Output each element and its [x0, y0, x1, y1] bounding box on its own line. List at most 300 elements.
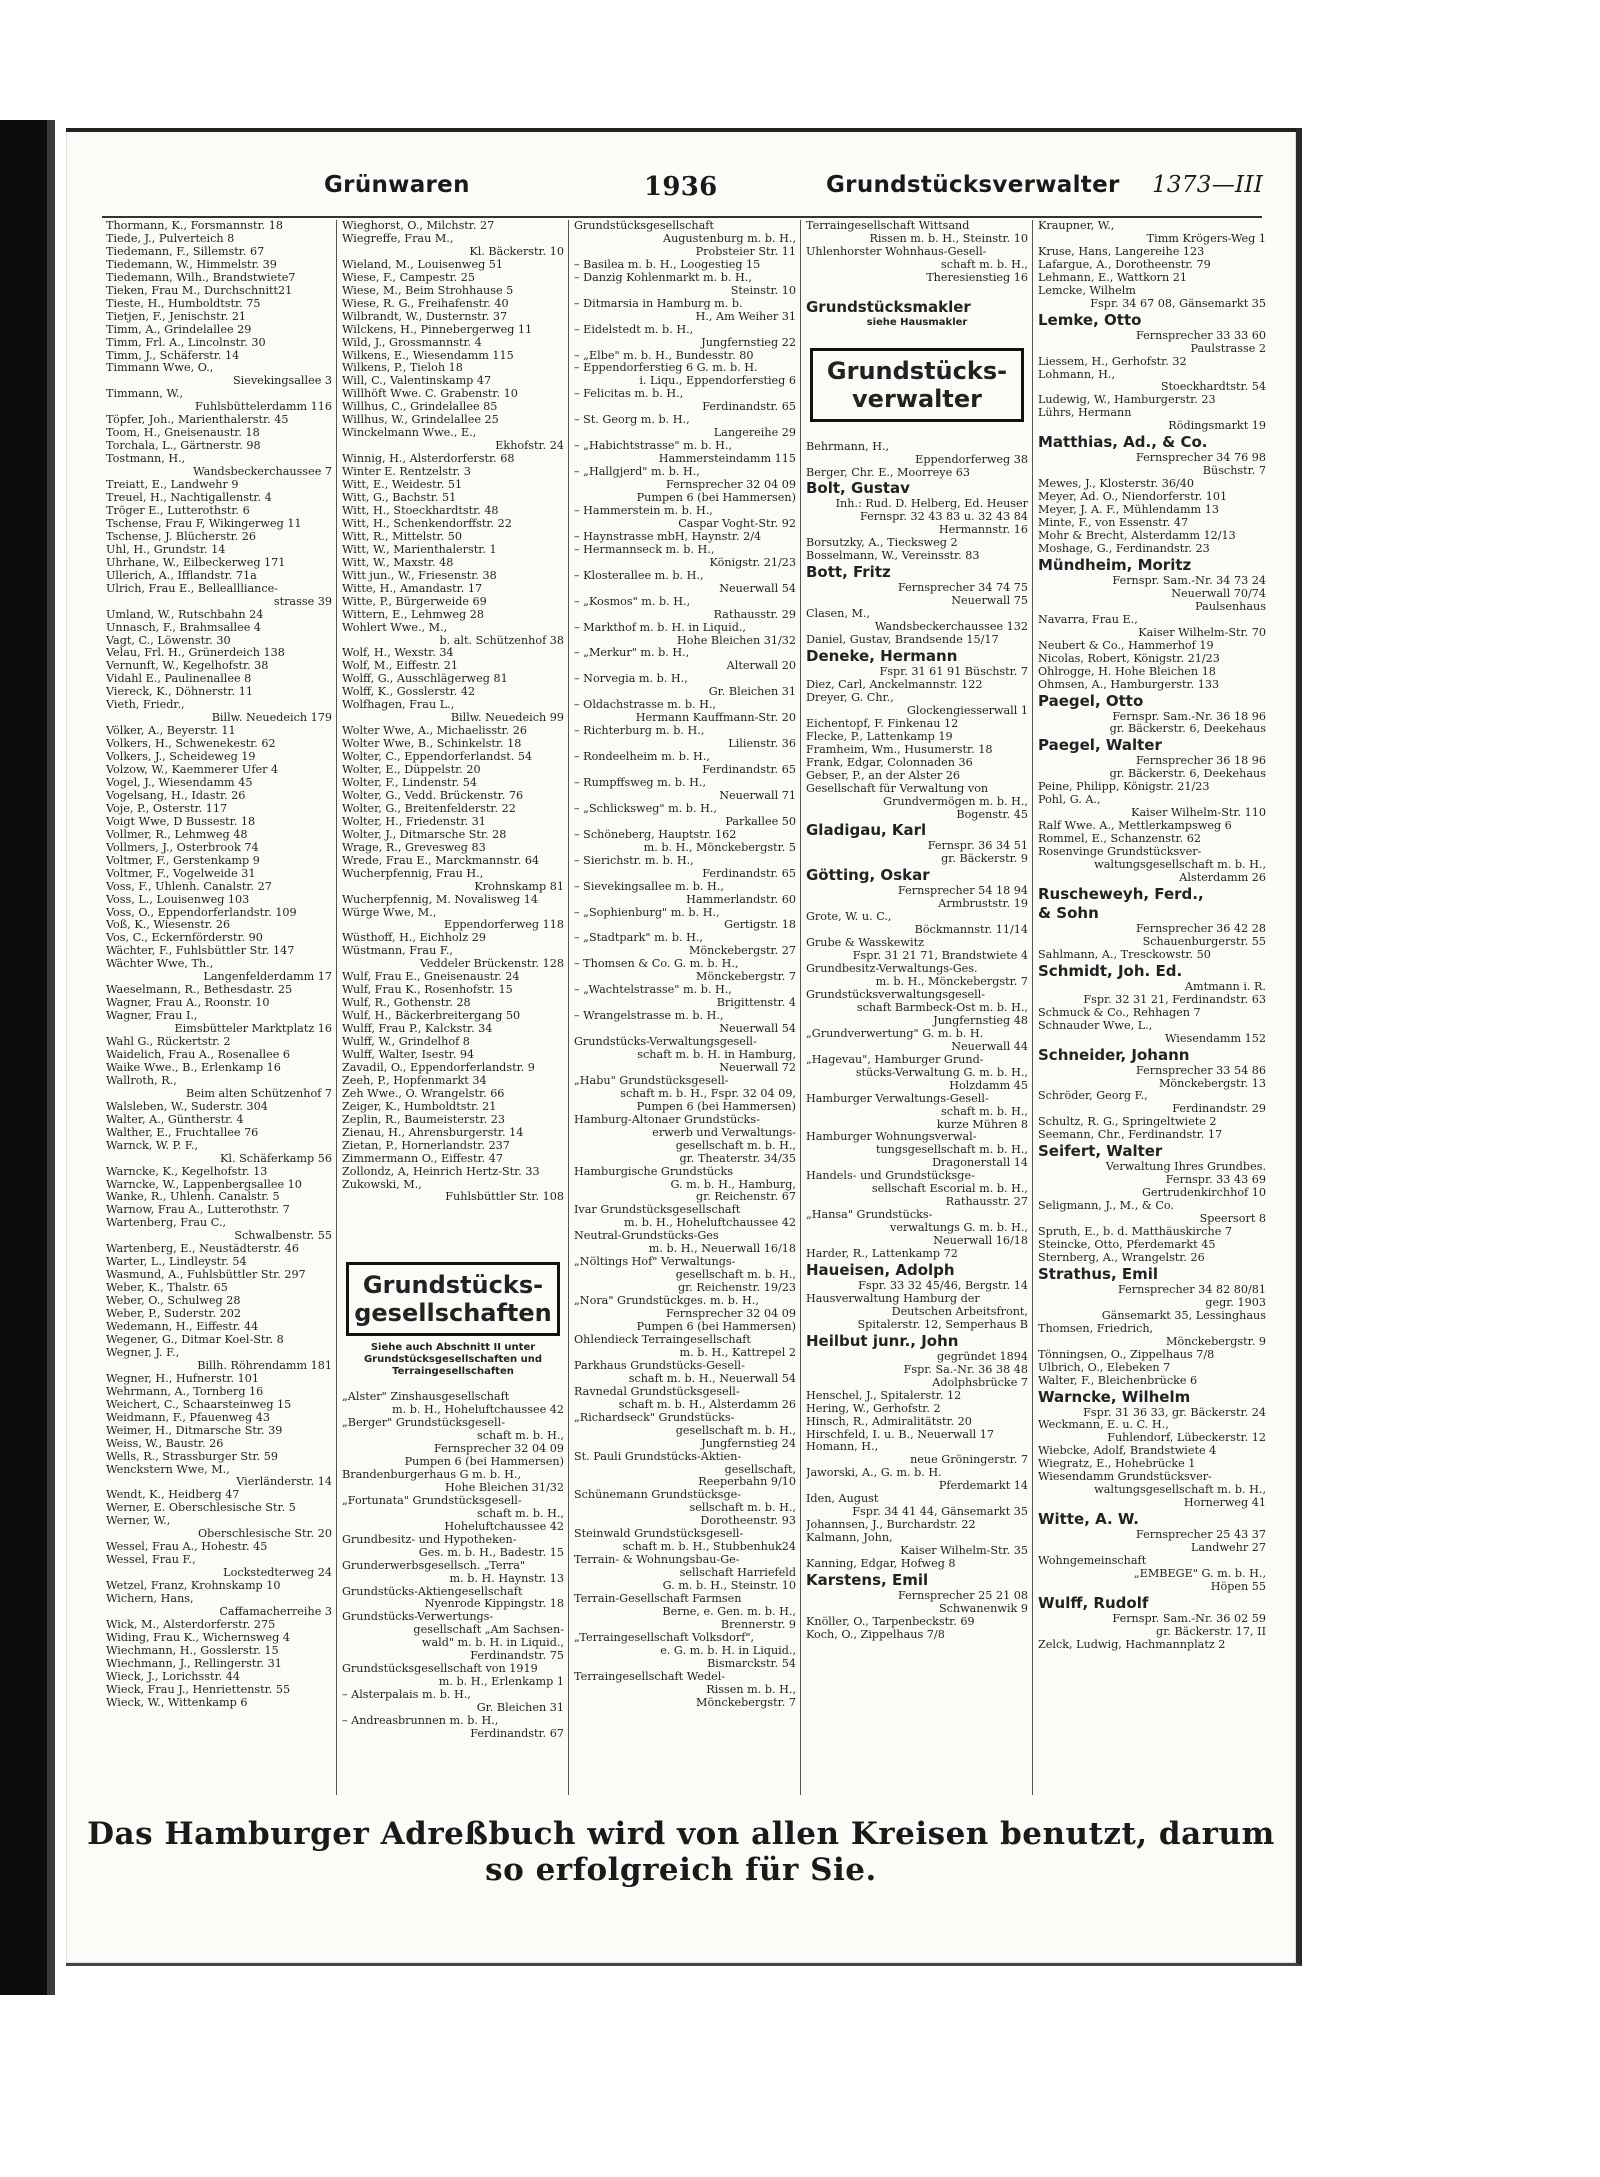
listing-entry: Wendt, K., Heidberg 47 [106, 1489, 240, 1502]
listing-entry: Zeiger, K., Humboldtstr. 21 [342, 1100, 497, 1113]
listing-entry: Wiegratz, E., Hohebrücke 1 [1038, 1458, 1196, 1471]
listing-continuation: Ferdinandstr. 65 [702, 867, 796, 880]
listing-entry: Vogel, J., Wiesendamm 45 [106, 776, 253, 789]
listing-entry: Iden, August [806, 1493, 879, 1506]
listing-entry: – „Kosmos" m. b. H., [574, 595, 691, 608]
listing-entry: Weidmann, F., Pfauenweg 43 [106, 1411, 270, 1424]
listing-entry: Parkhaus Grundstücks-Gesell- [574, 1359, 745, 1372]
listing-entry: Schünemann Grundstücksge- [574, 1489, 742, 1502]
listing-entry: Tiedemann, W., Himmelstr. 39 [106, 258, 277, 271]
listing-entry: Berger, Chr. E., Moorreye 63 [806, 466, 971, 479]
listing-continuation: gesellschaft m. b. H., [675, 1139, 796, 1152]
listing-continuation: Wandsbeckerchaussee 132 [874, 621, 1028, 634]
listing-entry: Borsutzky, A., Tiecksweg 2 [806, 537, 958, 550]
listing-entry: Wucherpfennig, M. Novalisweg 14 [342, 893, 539, 906]
listing-continuation: Hohe Bleichen 31/32 [677, 634, 796, 647]
bold-listing-name: Götting, Oskar [806, 866, 930, 885]
listing-entry: Eichentopf, F. Finkenau 12 [806, 717, 959, 730]
listing-continuation: Beim alten Schützenhof 7 [185, 1087, 332, 1100]
listing-entry: Kruse, Hans, Langereihe 123 [1038, 245, 1205, 258]
listing-continuation: Deutschen Arbeitsfront, [891, 1305, 1028, 1318]
listing-continuation: b. alt. Schützenhof 38 [439, 634, 564, 647]
page-header [66, 168, 1296, 212]
listing-entry: Zeh Wwe., O. Wrangelstr. 66 [342, 1087, 505, 1100]
listing-entry: Zietan, P., Hornerlandstr. 237 [342, 1139, 510, 1152]
bold-listing-name: Haueisen, Adolph [806, 1261, 955, 1279]
listing-entry: Steinwald Grundstücksgesell- [574, 1528, 744, 1541]
listing-entry: Wrede, Frau E., Marckmannstr. 64 [342, 854, 540, 867]
listing-entry: Tröger E., Lutterothstr. 6 [106, 504, 250, 517]
listing-entry: Wohngemeinschaft [1038, 1555, 1147, 1568]
listing-entry [342, 1230, 564, 1243]
section-note: siehe Hausmakler [866, 316, 968, 328]
listing-entry: Zeeh, P., Hopfenmarkt 34 [342, 1074, 487, 1087]
listing-entry: Timmann, W., [106, 388, 184, 401]
listing-entry: Behrmann, H., [806, 440, 890, 453]
listing-entry: Liessem, H., Gerhofstr. 32 [1038, 355, 1187, 368]
listing-continuation: Eppendorferweg 118 [444, 919, 564, 932]
listing-entry: Vollmer, R., Lehmweg 48 [106, 828, 248, 841]
listing-continuation: Gertigstr. 18 [724, 919, 796, 932]
listing-continuation: Glockengiesserwall 1 [906, 704, 1028, 717]
listing-continuation: Fernsprecher 34 76 98 [1135, 452, 1266, 465]
listing-continuation: Hoheluftchaussee 42 [444, 1520, 564, 1533]
listing-entry: Wiese, F., Campestr. 25 [342, 271, 475, 284]
listing-entry: Jaworski, A., G. m. b. H. [806, 1467, 942, 1480]
listing-entry: Volkers, H., Schwenekestr. 62 [106, 738, 276, 751]
section-heading-box: Grundstücks- verwalter [810, 348, 1024, 422]
listing-entry: Wohlert Wwe., M., [342, 621, 448, 634]
listing-entry: Voss, F., Uhlenh. Canalstr. 27 [106, 880, 272, 893]
listing-entry: Waike Wwe., B., Erlenkamp 16 [106, 1061, 281, 1074]
listing-entry: Grote, W. u. C., [806, 911, 892, 924]
listing-entry: – Rondeelheim m. b. H., [574, 751, 710, 764]
listing-entry: Wolter Wwe, A., Michaelisstr. 26 [342, 725, 528, 738]
listing-entry: Töpfer, Joh., Marienthalerstr. 45 [106, 414, 289, 427]
listing-continuation: Eimsbütteler Marktplatz 16 [174, 1023, 332, 1036]
listing-entry: Spruth, E., b. d. Matthäuskirche 7 [1038, 1226, 1232, 1239]
listing-continuation: m. b. H., Hoheluftchaussee 42 [391, 1404, 564, 1417]
listing-entry: Terraingesellschaft Wittsand [806, 220, 970, 232]
listing-continuation: Schauenburgerstr. 55 [1142, 935, 1266, 948]
listing-entry: Hamburger Wohnungsverwal- [806, 1131, 977, 1144]
listing-entry: Schnauder Wwe, L., [1038, 1019, 1153, 1032]
listing-entry: Kanning, Edgar, Hofweg 8 [806, 1558, 956, 1571]
listing-entry: Lührs, Hermann [1038, 407, 1132, 420]
listing-entry: Würge Wwe, M., [342, 906, 437, 919]
listing-entry: Lafargue, A., Dorotheenstr. 79 [1038, 258, 1211, 271]
bold-listing-name: Wulff, Rudolf [1038, 1593, 1149, 1612]
listing-entry: Gesellschaft für Verwaltung von [806, 782, 989, 795]
listing-entry: Ralf Wwe. A., Mettlerkampsweg 6 [1038, 820, 1232, 833]
listing-continuation: Kaiser Wilhelm-Str. 110 [1131, 807, 1266, 820]
listing-continuation: schaft m. b. H., [477, 1430, 564, 1443]
listing-entry: Wetzel, Franz, Krohnskamp 10 [106, 1580, 281, 1593]
listing-continuation: Dorotheenstr. 93 [700, 1515, 796, 1528]
listing-continuation: Augustenburg m. b. H., [662, 232, 796, 245]
listing-entry: Grundstücksgesellschaft [574, 220, 714, 232]
bold-listing-name: Matthias, Ad., & Co. [1038, 433, 1208, 452]
listing-continuation: Inh.: Rud. D. Helberg, Ed. Heuser [835, 498, 1028, 511]
listing-entry: Sternberg, A., Wrangelstr. 26 [1038, 1251, 1205, 1264]
listing-entry: Zeplin, R., Baumeisterstr. 23 [342, 1113, 505, 1126]
listing-entry: Ludewig, W., Hamburgerstr. 23 [1038, 394, 1216, 407]
listing-continuation: strasse 39 [273, 595, 332, 608]
listing-entry: Weckmann, E. u. C. H., [1038, 1419, 1169, 1432]
listing-entry: Wieck, J., Lorichsstr. 44 [106, 1670, 240, 1683]
listing-continuation: Grundvermögen m. b. H., [883, 795, 1028, 808]
listing-entry: Johannsen, J., Burchardstr. 22 [806, 1519, 976, 1532]
listing-entry: – „Schlicksweg" m. b. H., [574, 802, 717, 815]
listing-entry: „Fortunata" Grundstücksgesell- [342, 1494, 522, 1507]
listing-continuation: Fspr. 34 67 08, Gänsemarkt 35 [1090, 297, 1266, 310]
bold-listing-name: Grundstücksmakler [806, 297, 971, 316]
listing-entry: Lehmann, E., Wattkorn 21 [1038, 271, 1187, 284]
listing-entry: Wulf, R., Gothenstr. 28 [342, 997, 471, 1010]
listing-entry: Vieth, Friedr., [106, 699, 185, 712]
listing-entry: Wolf, H., Wexstr. 34 [342, 647, 454, 660]
listing-entry: – „Habichtstrasse" m. b. H., [574, 440, 733, 453]
listing-entry: Witt jun., W., Friesenstr. 38 [342, 569, 497, 582]
bold-listing-name: & Sohn [1038, 903, 1099, 922]
listing-entry: Mewes, J., Klosterstr. 36/40 [1038, 478, 1194, 491]
listing-entry: Pohl, G. A., [1038, 794, 1101, 807]
listing-entry: „Nöltings Hof" Verwaltungs- [574, 1256, 736, 1269]
listing-continuation: gr. Bäckerstr. 9 [941, 853, 1028, 866]
listing-entry: Wolter, E., Düppelstr. 20 [342, 764, 481, 777]
listing-entry: Hamburgische Grundstücks [574, 1165, 733, 1178]
listing-entry: Hinsch, R., Admiralitätstr. 20 [806, 1415, 972, 1428]
listing-entry: Treiatt, E., Landwehr 9 [106, 479, 239, 492]
listing-continuation: Hornerweg 41 [1183, 1497, 1266, 1510]
listing-entry: Tostmann, H., [106, 453, 186, 466]
listing-entry: Wieck, W., Wittenkamp 6 [106, 1696, 248, 1709]
listing-entry: Witt, H., Schenkendorffstr. 22 [342, 517, 512, 530]
listing-entry: Navarra, Frau E., [1038, 613, 1138, 626]
column-divider [1032, 220, 1033, 1795]
listing-continuation: Gänsemarkt 35, Lessinghaus [1101, 1309, 1266, 1322]
listing-entry: – Schöneberg, Hauptstr. 162 [574, 828, 737, 841]
column-4 [806, 220, 1028, 1795]
bold-listing-name: Karstens, Emil [806, 1571, 929, 1590]
listing-continuation: Fernsprecher 36 18 96 [1135, 755, 1266, 768]
listing-entry: Vernunft, W., Kegelhofstr. 38 [106, 660, 269, 673]
bold-listing-name: Heilbut junr., John [806, 1331, 959, 1350]
listing-entry: Umland, W., Rutschbahn 24 [106, 608, 264, 621]
listing-entry: Wieghorst, O., Milchstr. 27 [342, 220, 495, 232]
listing-entry: Vos, C., Eckernförderstr. 90 [106, 932, 263, 945]
listing-entry: Zavadil, O., Eppendorferlandstr. 9 [342, 1061, 535, 1074]
listing-entry [342, 1204, 564, 1217]
listing-entry: Witt, G., Bachstr. 51 [342, 492, 457, 505]
listing-continuation: schaft m. b. H., Alsterdamm 26 [618, 1398, 796, 1411]
listing-entry: Wolff, G., Ausschlägerweg 81 [342, 673, 508, 686]
scan-border [0, 120, 55, 1995]
listing-entry: Hamburger Verwaltungs-Gesell- [806, 1092, 989, 1105]
listing-entry: Schröder, Georg F., [1038, 1090, 1148, 1103]
listing-continuation: Kl. Bäckerstr. 10 [469, 245, 564, 258]
listing-entry: Weber, K., Thalstr. 65 [106, 1282, 228, 1295]
listing-continuation: Neuerwall 54 [719, 1023, 796, 1036]
listing-entry: Ohmsen, A., Hamburgerstr. 133 [1038, 678, 1220, 691]
listing-entry: Wulf, H., Bäckerbreitergang 50 [342, 1010, 521, 1023]
listing-continuation: Mönckebergstr. 9 [1166, 1335, 1266, 1348]
bold-listing-name: Bott, Fritz [806, 563, 891, 582]
listing-entry: – „Hallgjerd" m. b. H., [574, 466, 700, 479]
listing-continuation: Gr. Bleichen 31 [708, 686, 796, 699]
listing-entry: Tietjen, F., Jenischstr. 21 [106, 310, 247, 323]
listing-entry: Timm, Frl. A., Lincolnstr. 30 [106, 336, 266, 349]
listing-continuation: kurze Mühren 8 [936, 1118, 1028, 1131]
listing-entry: Vollmers, J., Osterbrook 74 [106, 841, 259, 854]
listing-continuation: G. m. b. H., Hamburg, [670, 1178, 796, 1191]
listing-entry: Wanke, R., Uhlenh. Canalstr. 5 [106, 1191, 280, 1204]
bold-listing-name: Ruscheweyh, Ferd., [1038, 884, 1204, 903]
listing-continuation: Ferdinandstr. 29 [1172, 1103, 1266, 1116]
listing-continuation: gesellschaft m. b. H., [675, 1424, 796, 1437]
listing-continuation: Fernsprecher 32 04 09 [665, 479, 796, 492]
listing-continuation: Fspr. 31 36 33, gr. Bäckerstr. 24 [1083, 1406, 1266, 1419]
listing-entry: Volzow, W., Kaemmerer Ufer 4 [106, 764, 279, 777]
listing-continuation: Hermannstr. 16 [938, 524, 1028, 537]
listing-entry: Mohr & Brecht, Alsterdamm 12/13 [1038, 530, 1236, 543]
listing-entry: Wrage, R., Grevesweg 83 [342, 841, 486, 854]
listing-entry: Rommel, E., Schanzenstr. 62 [1038, 833, 1201, 846]
listing-entry: Lohmann, H., [1038, 368, 1116, 381]
listing-entry: – Danzig Kohlenmarkt m. b. H., [574, 271, 752, 284]
listing-continuation: gegr. 1903 [1205, 1296, 1266, 1309]
listing-entry: „Habu" Grundstücksgesell- [574, 1074, 729, 1087]
listing-entry: Wolter Wwe, B., Schinkelstr. 18 [342, 738, 522, 751]
listing-continuation: Caspar Voght-Str. 92 [678, 517, 796, 530]
listing-continuation: Mönckebergstr. 7 [696, 1696, 796, 1709]
listing-entry: – Felicitas m. b. H., [574, 388, 684, 401]
listing-entry: Wick, M., Alsterdorferstr. 275 [106, 1618, 276, 1631]
listing-continuation: Billw. Neuedeich 179 [211, 712, 332, 725]
listing-entry: Neubert & Co., Hammerhof 19 [1038, 639, 1214, 652]
listing-entry: Handels- und Grundstücksge- [806, 1170, 975, 1183]
section-note: Siehe auch Abschnitt II unter Grundstücksgesellschaften und Terraingesellschaften [363, 1342, 543, 1378]
listing-continuation: Pumpen 6 (bei Hammersen) [404, 1455, 564, 1468]
listing-entry: – Ditmarsia in Hamburg m. b. [574, 297, 743, 310]
listing-continuation: Jungfernstieg 22 [701, 336, 796, 349]
listing-entry: Wagner, Frau A., Roonstr. 10 [106, 997, 270, 1010]
listing-continuation: Jungfernstieg 48 [933, 1014, 1028, 1027]
listing-continuation: Dragonerstall 14 [932, 1157, 1028, 1170]
listing-entry: Warnow, Frau A., Lutterothstr. 7 [106, 1204, 290, 1217]
listing-entry: Witt, R., Mittelstr. 50 [342, 530, 463, 543]
listing-entry: Ohlendieck Terraingesellschaft [574, 1333, 751, 1346]
listing-continuation: Lilienstr. 36 [728, 738, 796, 751]
listing-continuation: Eppendorferweg 38 [915, 453, 1028, 466]
listing-continuation: gesellschaft „Am Sachsen- [413, 1624, 564, 1637]
listing-entry: – „Stadtpark" m. b. H., [574, 932, 703, 945]
listing-entry: Wiechmann, H., Gosslerstr. 15 [106, 1644, 279, 1657]
listing-continuation: Alterwall 20 [726, 660, 796, 673]
listing-entry: Tiedemann, F., Sillemstr. 67 [106, 245, 265, 258]
listing-continuation: Fernsprecher 25 21 08 [897, 1590, 1028, 1603]
listing-entry: Wells, R., Strassburger Str. 59 [106, 1450, 278, 1463]
listing-continuation: schaft m. b. H., [941, 1105, 1028, 1118]
listing-entry: Waidelich, Frau A., Rosenallee 6 [106, 1049, 291, 1061]
listing-continuation: Fernsprecher 25 43 37 [1135, 1529, 1266, 1542]
listing-entry: Torchala, L., Gärtnerstr. 98 [106, 440, 261, 453]
listing-continuation: Probsteier Str. 11 [695, 245, 796, 258]
listing-entry: Grundstücks-Aktiengesellschaft [342, 1585, 523, 1598]
listing-entry: Meyer, J. A. F., Mühlendamm 13 [1038, 504, 1219, 517]
listing-entry: Thormann, K., Forsmannstr. 18 [106, 220, 283, 232]
listing-continuation: gr. Theaterstr. 34/35 [679, 1152, 796, 1165]
listing-entry: Henschel, J., Spitalerstr. 12 [806, 1389, 962, 1402]
listing-entry: Willhus, C., Grindelallee 85 [342, 401, 498, 414]
listing-continuation: Hammersteindamm 115 [658, 453, 796, 466]
listing-entry: Seligmann, J., M., & Co. [1038, 1200, 1174, 1213]
listing-entry: Voje, P., Osterstr. 117 [106, 802, 228, 815]
listing-entry: Zollondz, A, Heinrich Hertz-Str. 33 [342, 1165, 540, 1178]
listing-entry: Ullerich, A., Ifflandstr. 71a [106, 569, 257, 582]
listing-entry: Daniel, Gustav, Brandsende 15/17 [806, 634, 999, 647]
listing-continuation: Amtmann i. R. [1184, 980, 1266, 993]
bold-listing-name: Paegel, Otto [1038, 691, 1144, 710]
listing-entry: „Terraingesellschaft Volksdorf", [574, 1631, 755, 1644]
listing-continuation: Fernsprecher 54 18 94 [897, 885, 1028, 898]
listing-continuation: Hammerlandstr. 60 [686, 893, 796, 906]
listing-continuation: Fernspr. 36 34 51 [927, 840, 1028, 853]
listing-entry: Wolter, C., Eppendorferlandst. 54 [342, 751, 533, 764]
listing-entry: Ravnedal Grundstücksgesell- [574, 1385, 740, 1398]
listing-entry: Hirschfeld, I. u. B., Neuerwall 17 [806, 1428, 995, 1441]
listing-entry: Tönningsen, O., Zippelhaus 7/8 [1038, 1348, 1215, 1361]
listing-entry: Lemcke, Wilhelm [1038, 284, 1136, 297]
listing-continuation: Jungfernstieg 24 [701, 1437, 796, 1450]
listing-entry: Vidahl E., Paulinenallee 8 [106, 673, 252, 686]
listing-entry: Grunderwerbsgesellsch. „Terra" [342, 1559, 526, 1572]
column-divider [336, 220, 337, 1795]
listing-entry: Wenckstern Wwe, M., [106, 1463, 230, 1476]
listing-entry: Zimmermann O., Eiffestr. 47 [342, 1152, 503, 1165]
listing-entry: Clasen, M., [806, 608, 871, 621]
column-5 [1038, 220, 1266, 1795]
listing-continuation: tungsgesellschaft m. b. H., [875, 1144, 1028, 1157]
listing-continuation: Armbruststr. 19 [938, 898, 1028, 911]
listing-continuation: Fernsprecher 36 42 28 [1135, 922, 1266, 935]
listing-continuation: Neuerwall 70/74 [1171, 587, 1266, 600]
listing-entry: Grundstücks-Verwertungs- [342, 1611, 494, 1624]
listing-continuation: Fernspr. Sam.-Nr. 34 73 24 [1112, 574, 1266, 587]
section-heading-box: Grundstücks- gesellschaften [346, 1262, 560, 1336]
listing-entry: Walter, F., Bleichenbrücke 6 [1038, 1374, 1198, 1387]
listing-entry: Voltmer, F., Vogelweide 31 [106, 867, 256, 880]
listing-entry [342, 1243, 564, 1256]
listing-continuation: schaft m. b. H., [941, 258, 1028, 271]
listing-continuation: Theresienstieg 16 [926, 271, 1028, 284]
listing-continuation: Reeperbahn 9/10 [698, 1476, 796, 1489]
listing-continuation: Langereihe 29 [713, 427, 796, 440]
listing-continuation: m. b. H. Haynstr. 13 [449, 1572, 564, 1585]
listing-continuation: schaft m. b. H., Fspr. 32 04 09, [620, 1087, 796, 1100]
footer-advertisement: Das Hamburger Adreßbuch wird von allen Kreisen benutzt, darum so erfolgreich für Sie. [87, 1816, 1275, 1888]
listing-entry: – Klosterallee m. b. H., [574, 569, 704, 582]
listing-continuation: Rödingsmarkt 19 [1168, 420, 1266, 433]
listing-entry: Schmuck & Co., Rehhagen 7 [1038, 1006, 1201, 1019]
listing-entry: Vogelsang, H., Idastr. 26 [106, 789, 246, 802]
listing-continuation: i. Liqu., Eppendorferstieg 6 [639, 375, 796, 388]
listing-entry: Nicolas, Robert, Königstr. 21/23 [1038, 652, 1220, 665]
listing-entry: Voltmer, F., Gerstenkamp 9 [106, 854, 260, 867]
listing-continuation: Lockstedterweg 24 [223, 1567, 332, 1580]
listing-entry: Bosselmann, W., Vereinsstr. 83 [806, 550, 980, 563]
listing-entry: Wolter, G., Breitenfelderstr. 22 [342, 802, 516, 815]
bold-listing-name: Paegel, Walter [1038, 736, 1162, 755]
listing-entry: Meyer, Ad. O., Niendorferstr. 101 [1038, 491, 1228, 504]
listing-continuation: Büschstr. 7 [1202, 465, 1266, 478]
listing-entry: Warncke, K., Kegelhofstr. 13 [106, 1165, 268, 1178]
column-divider [800, 220, 801, 1795]
listing-continuation: Fernspr. Sam.-Nr. 36 18 96 [1112, 710, 1266, 723]
bold-listing-name: Bolt, Gustav [806, 479, 910, 498]
listing-continuation: m. b. H., Erlenkamp 1 [438, 1676, 564, 1689]
listing-continuation: schaft m. b. H. in Hamburg, [637, 1049, 796, 1061]
listing-continuation: m. b. H., Mönckebergstr. 5 [643, 841, 796, 854]
listing-continuation: Langenfelderdamm 17 [203, 971, 332, 984]
listing-continuation: Fernspr. 32 43 83 u. 32 43 84 [860, 511, 1028, 524]
listing-continuation: Verwaltung Ihres Grundbes. [1105, 1161, 1266, 1174]
listing-entry: „Alster" Zinshausgesellschaft [342, 1391, 510, 1404]
listing-continuation: Kaiser Wilhelm-Str. 35 [900, 1545, 1028, 1558]
bold-listing-name: Mündheim, Moritz [1038, 555, 1192, 574]
listing-continuation: Bismarckstr. 54 [707, 1657, 796, 1670]
listing-continuation: Neuerwall 44 [951, 1040, 1028, 1053]
listing-entry: Seemann, Chr., Ferdinandstr. 17 [1038, 1129, 1223, 1142]
listing-entry: Neutral-Grundstücks-Ges [574, 1230, 719, 1243]
listing-continuation: Wiesendamm 152 [1164, 1032, 1266, 1045]
listing-entry: Terraingesellschaft Wedel- [574, 1670, 726, 1683]
listing-continuation: Pumpen 6 (bei Hammersen) [636, 1321, 796, 1334]
listing-continuation: Ferdinandstr. 75 [470, 1650, 564, 1663]
listing-entry: Frank, Edgar, Colonnaden 36 [806, 756, 973, 769]
listing-entry: Wächter Wwe, Th., [106, 958, 214, 971]
listing-entry: Wolf, M., Eiffestr. 21 [342, 660, 459, 673]
listing-continuation: Fspr. 32 31 21, Ferdinandstr. 63 [1083, 993, 1266, 1006]
listing-continuation: Brennerstr. 9 [720, 1618, 796, 1631]
column-1 [106, 220, 332, 1795]
listing-entry: Wolfhagen, Frau L., [342, 699, 455, 712]
listing-entry [806, 428, 1028, 441]
listing-entry: Walther, E., Fruchtallee 76 [106, 1126, 259, 1139]
listing-continuation: Fernspr. 33 43 69 [1165, 1174, 1266, 1187]
listing-continuation: Bogenstr. 45 [956, 808, 1028, 821]
listing-entry: Witt, W., Marienthalerstr. 1 [342, 543, 497, 556]
listing-continuation: Steinstr. 10 [730, 284, 796, 297]
listing-continuation: Böckmannstr. 11/14 [914, 924, 1028, 937]
listing-continuation: Sievekingsallee 3 [232, 375, 332, 388]
listing-entry: Wilbrandt, W., Dusternstr. 37 [342, 310, 508, 323]
listing-entry: Wolter, F., Lindenstr. 54 [342, 776, 477, 789]
bold-listing-name: Warncke, Wilhelm [1038, 1387, 1191, 1406]
listing-entry: – Eidelstedt m. b. H., [574, 323, 694, 336]
listing-continuation: Vierländerstr. 14 [236, 1476, 332, 1489]
listing-entry: Willhus, W., Grindelallee 25 [342, 414, 499, 427]
listing-entry: Wiegreffe, Frau M., [342, 232, 454, 245]
listing-continuation: Wandsbeckerchaussee 7 [193, 466, 332, 479]
listing-entry: Wolff, K., Gosslerstr. 42 [342, 686, 476, 699]
listing-continuation: Ferdinandstr. 65 [702, 764, 796, 777]
listing-entry: Wiese, R. G., Freihafenstr. 40 [342, 297, 509, 310]
listing-entry: Wiese, M., Beim Strohhause 5 [342, 284, 514, 297]
listing-entry: „Berger" Grundstücksgesell- [342, 1417, 505, 1430]
listing-entry: Kraupner, W., [1038, 220, 1115, 232]
listing-entry: Ulrich, Frau E., Belleallliance- [106, 582, 279, 595]
